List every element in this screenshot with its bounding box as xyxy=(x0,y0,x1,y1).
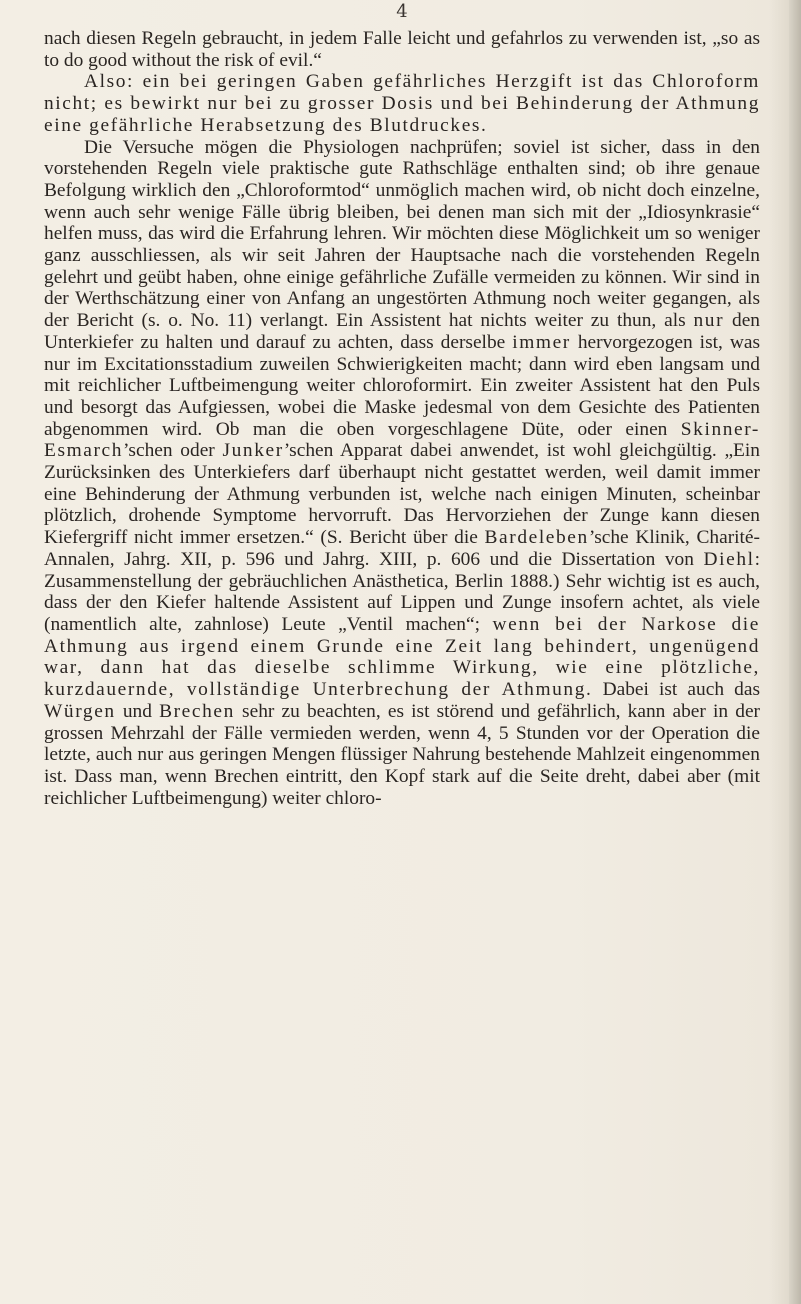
body-text xyxy=(44,28,760,809)
text-segment: den Unterkiefer zu halten und darauf zu achten, dass derselbe xyxy=(44,310,760,353)
text-segment: ’schen oder xyxy=(123,440,223,462)
text-segment: Dabei ist auch das xyxy=(592,679,760,701)
emphasized-text: Junker xyxy=(222,440,284,462)
page-number: 4 xyxy=(396,1,408,22)
emphasized-text: Bardeleben xyxy=(484,527,589,549)
emphasized-text: nur xyxy=(693,310,725,332)
text-segment: nach diesen Regeln gebraucht, in jedem Falle leicht und gefahrlos zu verwenden ist, „so as to do good without the risk of evil.“ xyxy=(44,28,760,71)
page-edge xyxy=(789,0,801,1304)
text-segment: ’schen Apparat dabei anwendet, ist wohl gleichgültig. „Ein Zurücksinken des Unterkiefers darf überhaupt nicht gestattet werden, weil damit immer eine Behinderung der Athmung verbunden ist, welche nach einigen Minuten, scheinbar plötzlich, drohende Symptome hervorruft. Das Hervorziehen der Zunge kann diesen Kiefergriff nicht immer ersetzen.“ (S. Bericht über die xyxy=(44,440,760,549)
paragraph xyxy=(44,28,760,71)
text-segment: ’sche Klinik, Charité-Annalen, Jahrg. XII, p. 596 und Jahrg. XIII, p. 606 und die Dissertation von xyxy=(44,527,760,570)
text-segment: und xyxy=(115,700,160,722)
emphasized-text: Also: ein bei geringen Gaben gefährliches Herzgift ist das Chloroform nicht; es bewirkt nur bei zu grosser Dosis und bei Behinderung der Athmung eine gefährliche Herabsetzung des Blutdruckes. xyxy=(44,71,760,136)
emphasized-text: wenn bei der Narkose die Athmung aus irgend einem Grunde eine Zeit lang behindert, ungenügend war, dann hat das dieselbe schlimme Wirkung, wie eine plötzliche, kurzdauernde, vollständige Unterbrechung der Athmung. xyxy=(44,613,760,701)
emphasized-text: Skinner-Esmarch xyxy=(44,418,760,462)
paragraph xyxy=(44,137,760,810)
emphasized-text: immer xyxy=(512,331,571,353)
paragraph xyxy=(44,71,760,136)
emphasized-text: Würgen xyxy=(44,700,116,722)
text-segment: Die Versuche mögen die Physiologen nachprüfen; soviel ist sicher, dass in den vorstehenden Regeln viele praktische gute Rathschläge enthalten sind; ob ihre genaue Befolgung wirklich den „Chloroformtod“ unmöglich machen wird, ob nicht doch einzelne, wenn auch sehr wenige Fälle übrig bleiben, bei denen man sich mit der „Idiosynkrasie“ helfen muss, das wird die Erfahrung lehren. Wir möchten diese Möglichkeit um so weniger ganz ausschliessen, als wir seit Jahren der Hauptsache nach die vorstehenden Regeln gelehrt und geübt haben, ohne einige gefährliche Zufälle vermeiden zu können. Wir sind in der Werthschätzung einer von Anfang an ungestörten Athmung noch weiter gegangen, als der Bericht (s. o. No. 11) verlangt. Ein Assistent hat nichts weiter zu thun, als xyxy=(44,136,760,332)
text-segment: : Zusammenstellung der gebräuchlichen Anästhetica, Berlin 1888.) Sehr wichtig ist es auch, dass der den Kiefer haltende Assistent auf Lippen und Zunge insofern achtet, als viele (namentlich alte, zahnlose) Leute „Ventil machen“; xyxy=(44,548,760,635)
emphasized-text: Diehl xyxy=(703,548,755,570)
text-segment: sehr zu beachten, es ist störend und gefährlich, kann aber in der grossen Mehrzahl der Fälle vermieden werden, wenn 4, 5 Stunden vor der Operation die letzte, auch nur aus geringen Mengen flüssiger Nahrung bestehende Mahlzeit eingenommen ist. Dass man, wenn Brechen eintritt, den Kopf stark auf die Seite dreht, dabei aber (mit reichlicher Luftbeimengung) weiter chloro- xyxy=(44,700,761,809)
emphasized-text: Brechen xyxy=(159,700,235,722)
text-segment: hervorgezogen ist, was nur im Excitationsstadium zuweilen Schwierigkeiten macht; dann wird eben langsam und mit reichlicher Luftbeimengung weiter chloroformirt. Ein zweiter Assistent hat den Puls und besorgt das Aufgiessen, wobei die Maske jedesmal von dem Gesichte des Patienten abgenommen wird. Ob man die oben vorgeschlagene Düte, oder einen xyxy=(44,331,760,440)
